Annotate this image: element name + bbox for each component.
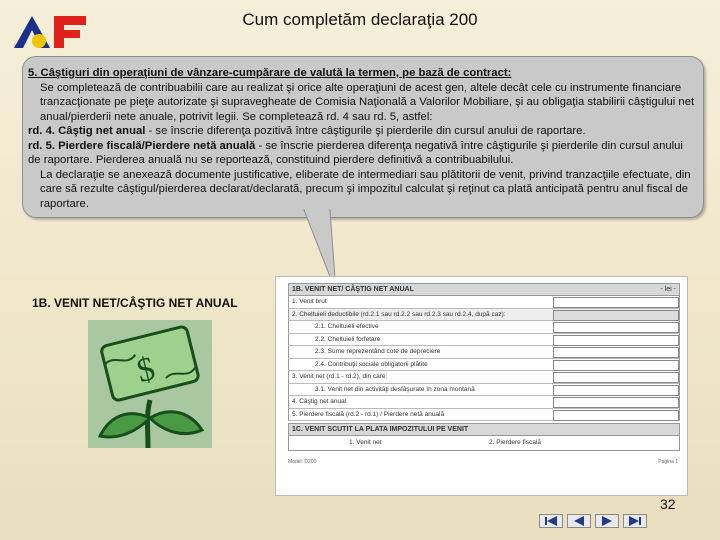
form-cell <box>553 410 679 421</box>
form-row-label: 3.1. Venit net din activităţi desfăşurate în zona montană <box>315 385 475 393</box>
first-slide-button[interactable] <box>539 514 563 528</box>
last-slide-button[interactable] <box>623 514 647 528</box>
form-rows <box>288 296 680 421</box>
form-cell <box>553 372 679 383</box>
previous-slide-button[interactable] <box>567 514 591 528</box>
form-row <box>288 309 680 322</box>
previous-slide-icon <box>572 516 586 526</box>
form-row <box>288 321 680 334</box>
rd5-label: rd. 5. Pierdere fiscală/Pierdere netă anuală <box>28 139 256 152</box>
form-header-2: 1C. VENIT SCUTIT LA PLATA IMPOZITULUI PE VENIT <box>288 423 680 436</box>
form-row-2-label-a: 1. Venit net <box>349 439 382 446</box>
rd4-label: rd. 4. Câştig net anual <box>28 125 146 137</box>
form-cell <box>553 385 679 396</box>
form-header <box>288 283 680 296</box>
form-row <box>288 346 680 359</box>
form-cell <box>553 347 679 358</box>
last-slide-icon <box>628 516 642 526</box>
next-slide-button[interactable] <box>595 514 619 528</box>
first-slide-icon <box>544 516 558 526</box>
slide-title: Cum completăm declaraţia 200 <box>242 10 478 29</box>
form-row <box>288 384 680 397</box>
form-footer-page: Pagina 1 <box>658 459 678 465</box>
form-footer <box>288 459 680 466</box>
form-row-label: 2.1. Cheltuieli efective <box>315 323 379 330</box>
form-header-unit: - lei - <box>660 286 676 293</box>
form-row-label: 4. Câştig net anual <box>292 398 347 405</box>
rd4-text: - se înscrie diferenţa pozitivă între câştigurile şi pierderile din cursul anului de raportare. <box>145 125 586 137</box>
form-row-2-label-b: 2. Pierdere fiscală <box>489 439 542 446</box>
callout-paragraph: Se completează de contribuabilii care au realizat şi orice alte operaţiuni de acest gen, altele decât cele cu instrumente financiare tranzacţionate pe pieţe autorizate şi supravegheate de Comisia Naţională a Valorilor Mobiliare, şi au obligaţia stabilirii câştigului net anual/pierderii nete anuale, potrivit legii. Se completează rd. 4 sau rd. 5, astfel: <box>40 81 695 123</box>
page-number: 32 <box>660 496 676 512</box>
form-row-label: 2.3. Sume reprezentând cote de depreciere <box>315 348 441 355</box>
section-label: 1B. VENIT NET/CÂŞTIG NET ANUAL <box>32 296 238 310</box>
form-row-2 <box>288 436 680 451</box>
form-cell <box>553 297 679 308</box>
form-row-label: 2.4. Contribuţii sociale obligatorii plătite <box>315 360 428 368</box>
form-row-label: 2. Cheltuieli deductibile (rd.2.1 sau rd.2.2 sau rd.2.3 sau rd.2.4, după caz): <box>292 310 506 318</box>
form-row <box>288 334 680 347</box>
form-screenshot <box>275 276 688 496</box>
form-row-label: 5. Pierdere fiscală (rd.2 - rd.1) / Pierdere netă anuală <box>292 410 445 418</box>
form-cell <box>553 310 679 321</box>
callout-text <box>28 66 696 211</box>
rd4-paragraph <box>28 124 696 139</box>
form-row-label: 1. Venit brut <box>292 298 327 305</box>
form-cell <box>553 360 679 371</box>
money-plant-icon <box>88 320 212 448</box>
annex-paragraph: La declaraţie se anexează documente justificative, eliberate de intermediari sau plătitorii de venit, privind tranzacţiile efectuate, din care să rezulte câştigul/pierderea declarat/declarată, precum şi impozitul calculat şi reţinut ca plată anticipată pentru anul fiscal de raportare. <box>40 168 691 210</box>
form-row <box>288 296 680 309</box>
form-row <box>288 359 680 372</box>
form-row <box>288 409 680 422</box>
form-cell <box>553 322 679 333</box>
callout-heading: 5. Câştiguri din operaţiuni de vânzare-cumpărare de valută la termen, pe bază de contract: <box>28 67 512 79</box>
form-row <box>288 371 680 384</box>
form-header-title: 1B. VENIT NET/ CÂŞTIG NET ANUAL <box>292 286 414 293</box>
form-row-label: 2.2. Cheltuieli forfetare <box>315 335 381 343</box>
form-row <box>288 396 680 409</box>
dollar-symbol: $ <box>133 350 159 391</box>
form-row-label: 3. Venit net (rd.1 - rd.2), din care: <box>292 373 388 380</box>
form-cell <box>553 335 679 346</box>
slide-navigation <box>539 514 647 528</box>
rd5-text: - se înscrie pierderea diferenţa negativă între câştigurile şi pierderile din cursul anului de raportare. Pierderea anuală nu se reportează, constituind pierdere definitivă a contribuabilului. <box>28 139 683 166</box>
next-slide-icon <box>600 516 614 526</box>
form-footer-left: Model: D200 <box>288 459 317 465</box>
rd5-paragraph <box>28 139 696 168</box>
form-cell <box>553 397 679 408</box>
